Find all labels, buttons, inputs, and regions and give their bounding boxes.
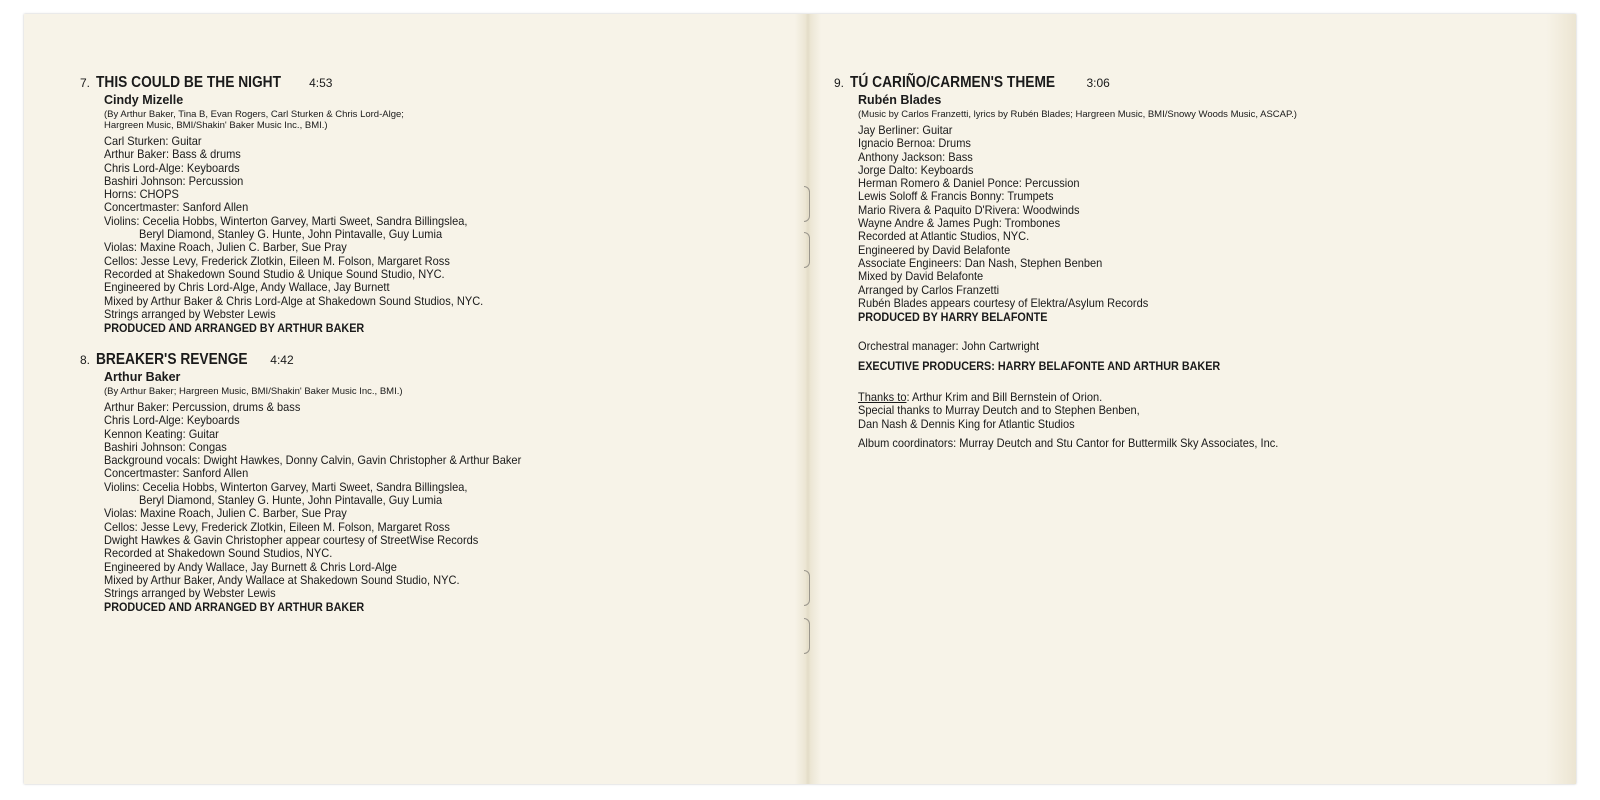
track-number: 7. — [80, 76, 91, 90]
credit-line: Background vocals: Dwight Hawkes, Donny Calvin, Gavin Christopher & Arthur Baker — [104, 453, 522, 468]
credit-line: Arthur Baker: Bass & drums — [104, 147, 241, 162]
track-9 — [834, 74, 1534, 324]
personnel-list — [104, 401, 780, 600]
credit-line: Jorge Dalto: Keyboards — [858, 162, 974, 177]
credit-line: Engineered by David Belafonte — [858, 242, 1011, 257]
credit-line: Recorded at Shakedown Sound Studios, NYC. — [104, 546, 333, 561]
credit-line: Bashiri Johnson: Percussion — [104, 173, 244, 188]
staple — [804, 232, 810, 268]
thanks-section — [858, 391, 1164, 431]
credit-line: Horns: CHOPS — [104, 187, 179, 202]
personnel-list — [104, 135, 780, 321]
credit-line: Lewis Soloff & Francis Bonny: Trumpets — [858, 189, 1054, 204]
track-duration: 4:42 — [270, 353, 294, 367]
credit-line: Violins: Cecelia Hobbs, Winterton Garvey, Marti Sweet, Sandra Billingslea, — [104, 213, 468, 228]
credit-line: Chris Lord-Alge: Keyboards — [104, 413, 240, 428]
staple — [804, 570, 810, 606]
track-duration: 4:53 — [309, 76, 333, 90]
credit-line: Engineered by Chris Lord-Alge, Andy Wallace, Jay Burnett — [104, 280, 390, 295]
staple — [804, 618, 810, 654]
credit-line: Anthony Jackson: Bass — [858, 149, 973, 164]
producer-credit: PRODUCED AND ARRANGED BY ARTHUR BAKER — [104, 321, 365, 336]
credit-line: Beryl Diamond, Stanley G. Hunte, John Pintavalle, Guy Lumia — [138, 227, 443, 242]
credit-line: Violas: Maxine Roach, Julien C. Barber, Sue Pray — [104, 506, 347, 521]
credit-line: Chris Lord-Alge: Keyboards — [104, 160, 240, 175]
thanks-line — [858, 391, 1140, 404]
executive-producers-line: EXECUTIVE PRODUCERS: HARRY BELAFONTE AND ARTHUR BAKER — [858, 359, 1221, 373]
track-title: THIS COULD BE THE NIGHT — [96, 74, 281, 91]
credit-line: Mixed by David Belafonte — [858, 269, 984, 284]
credit-line: Mario Rivera & Paquito D'Rivera: Woodwinds — [858, 202, 1080, 217]
booklet-fold — [795, 14, 821, 784]
credit-line: Beryl Diamond, Stanley G. Hunte, John Pintavalle, Guy Lumia — [138, 493, 443, 508]
credit-line: Dwight Hawkes & Gavin Christopher appear courtesy of StreetWise Records — [104, 532, 479, 547]
credit-line: Mixed by Arthur Baker & Chris Lord-Alge at Shakedown Sound Studios, NYC. — [104, 293, 484, 308]
orchestral-manager-line: Orchestral manager: John Cartwright — [858, 339, 1040, 353]
track-number: 8. — [80, 353, 91, 367]
credit-line: Jay Berliner: Guitar — [858, 123, 953, 137]
credit-line: Arthur Baker: Percussion, drums & bass — [104, 400, 301, 414]
credit-line: Wayne Andre & James Pugh: Trombones — [858, 216, 1061, 231]
album-coordinators-line: Album coordinators: Murray Deutch and Stu Cantor for Buttermilk Sky Associates, Inc. — [858, 436, 1279, 450]
track-title: TÚ CARIÑO/CARMEN'S THEME — [850, 74, 1056, 91]
credit-line: Violins: Cecelia Hobbs, Winterton Garvey, Marti Sweet, Sandra Billingslea, — [104, 479, 468, 494]
credit-line: Mixed by Arthur Baker, Andy Wallace at Shakedown Sound Studio, NYC. — [104, 572, 460, 587]
credit-line: Cellos: Jesse Levy, Frederick Zlotkin, Eileen M. Folson, Margaret Ross — [104, 519, 450, 534]
track-artist: Rubén Blades — [858, 93, 942, 107]
songwriting-credit: (By Arthur Baker; Hargreen Music, BMI/Shakin' Baker Music Inc., BMI.) — [104, 386, 403, 397]
credit-line: Associate Engineers: Dan Nash, Stephen Benben — [858, 255, 1103, 270]
credit-line: Engineered by Andy Wallace, Jay Burnett & Chris Lord-Alge — [104, 559, 397, 574]
credit-line: Concertmaster: Sanford Allen — [104, 200, 249, 215]
album-coordinators — [858, 437, 1315, 450]
thanks-text: : Arthur Krim and Bill Bernstein of Orion. — [906, 390, 1103, 404]
credit-line: Concertmaster: Sanford Allen — [104, 466, 249, 481]
special-thanks-line: Dan Nash & Dennis King for Atlantic Studios — [858, 416, 1075, 431]
credit-line: Carl Sturken: Guitar — [104, 134, 202, 148]
thanks-label: Thanks to — [858, 390, 907, 404]
orchestral-manager — [858, 340, 1055, 353]
executive-producers — [858, 359, 1260, 373]
songwriting-credit: (By Arthur Baker, Tina B, Evan Rogers, Carl Sturken & Chris Lord-Alge; Hargreen Music, BMI/Shakin' Baker Music Inc., BMI.) — [104, 109, 404, 131]
personnel-list — [858, 124, 1534, 310]
credit-line: Strings arranged by Webster Lewis — [104, 586, 276, 601]
track-title: BREAKER'S REVENGE — [96, 351, 248, 368]
credit-line: Strings arranged by Webster Lewis — [104, 306, 276, 321]
credit-line: Violas: Maxine Roach, Julien C. Barber, Sue Pray — [104, 240, 347, 255]
credit-line: Rubén Blades appears courtesy of Elektra/Asylum Records — [858, 295, 1149, 310]
staple — [804, 186, 810, 222]
credit-line: Arranged by Carlos Franzetti — [858, 282, 1000, 297]
page-edge-shadow — [1546, 14, 1576, 784]
track-artist: Arthur Baker — [104, 370, 181, 384]
credit-line: Herman Romero & Daniel Ponce: Percussion — [858, 176, 1080, 191]
track-heading — [80, 74, 780, 92]
credit-line: Recorded at Shakedown Sound Studio & Unique Sound Studio, NYC. — [104, 266, 445, 281]
track-duration: 3:06 — [1086, 76, 1110, 90]
booklet-spread — [24, 14, 1576, 784]
credit-line: Cellos: Jesse Levy, Frederick Zlotkin, Eileen M. Folson, Margaret Ross — [104, 253, 450, 268]
credit-line: Bashiri Johnson: Congas — [104, 439, 227, 454]
producer-credit: PRODUCED AND ARRANGED BY ARTHUR BAKER — [104, 600, 365, 615]
special-thanks-line: Special thanks to Murray Deutch and to Stephen Benben, — [858, 403, 1140, 418]
credit-line: Ignacio Bernoa: Drums — [858, 136, 971, 151]
credit-line: Kennon Keating: Guitar — [104, 426, 219, 441]
track-number: 9. — [834, 76, 845, 90]
track-artist: Cindy Mizelle — [104, 93, 184, 107]
songwriting-credit: (Music by Carlos Franzetti, lyrics by Rubén Blades; Hargreen Music, BMI/Snowy Woods Music, ASCAP.) — [858, 109, 1297, 120]
track-heading — [80, 351, 780, 369]
track-heading — [834, 74, 1534, 92]
track-8 — [80, 351, 780, 614]
track-7 — [80, 74, 780, 335]
credit-line: Recorded at Atlantic Studios, NYC. — [858, 229, 1030, 244]
producer-credit: PRODUCED BY HARRY BELAFONTE — [858, 310, 1048, 325]
